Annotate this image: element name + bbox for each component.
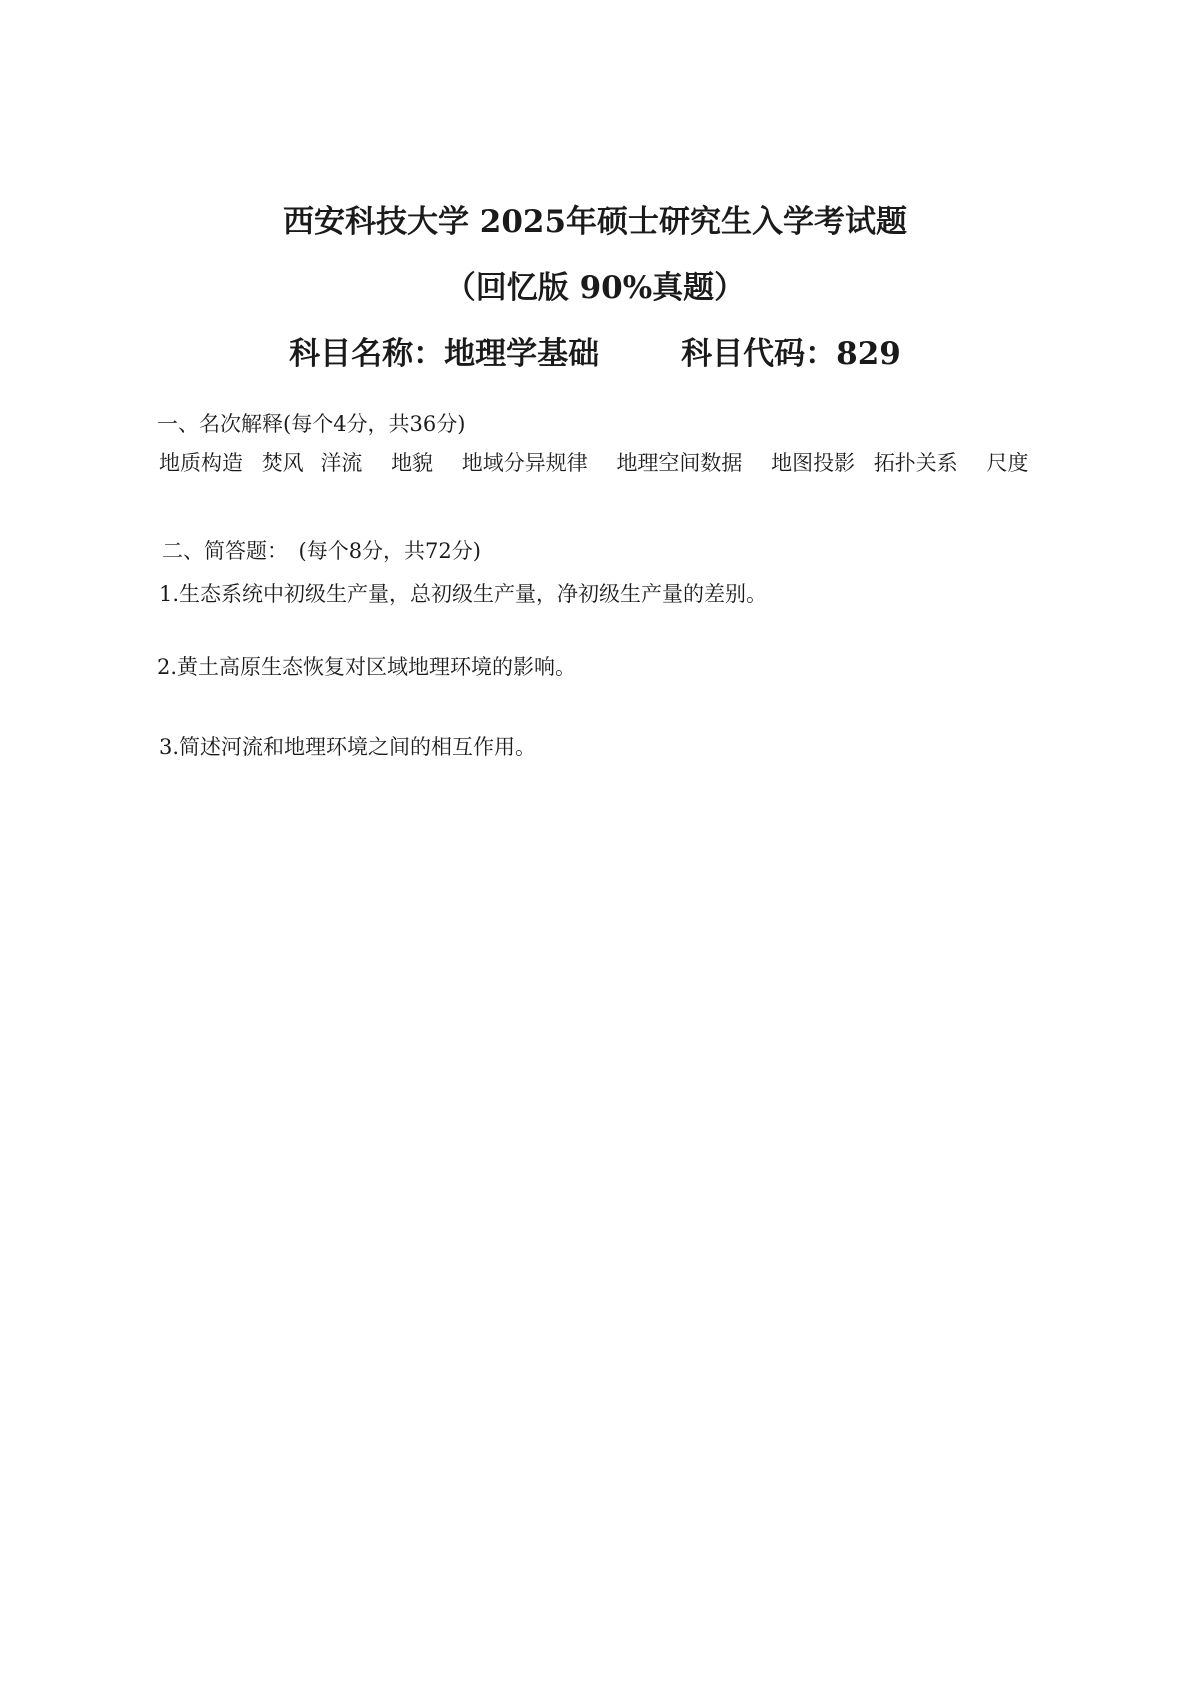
term-list <box>159 447 1029 477</box>
term-item: 地质构造 <box>159 451 243 475</box>
term-item: 洋流 <box>320 451 363 475</box>
section2-heading: 二、简答题： (每个8分，共72分) <box>162 539 481 563</box>
term-item: 地域分异规律 <box>461 451 588 475</box>
subject-line <box>0 328 1190 373</box>
exam-title: 西安科技大学 2025年硕士研究生入学考试题 <box>282 204 908 240</box>
question-item: 2.黄土高原生态恢复对区域地理环境的影响。 <box>157 655 577 679</box>
term-item: 地图投影 <box>771 451 856 475</box>
question-item: 1.生态系统中初级生产量，总初级生产量，净初级生产量的差别。 <box>159 582 768 606</box>
term-item: 地貌 <box>391 451 434 475</box>
subject-code: 科目代码：829 <box>681 336 901 372</box>
exam-subtitle: （回忆版 90%真题） <box>444 270 746 306</box>
term-item: 拓扑关系 <box>873 451 958 475</box>
question-item: 3.简述河流和地理环境之间的相互作用。 <box>159 735 537 759</box>
subject-name: 科目名称：地理学基础 <box>289 336 600 372</box>
term-item: 地理空间数据 <box>616 451 743 475</box>
section1-heading: 一、名次解释(每个4分，共36分) <box>157 412 466 436</box>
term-item: 尺度 <box>986 451 1029 475</box>
term-item: 焚风 <box>261 451 304 475</box>
